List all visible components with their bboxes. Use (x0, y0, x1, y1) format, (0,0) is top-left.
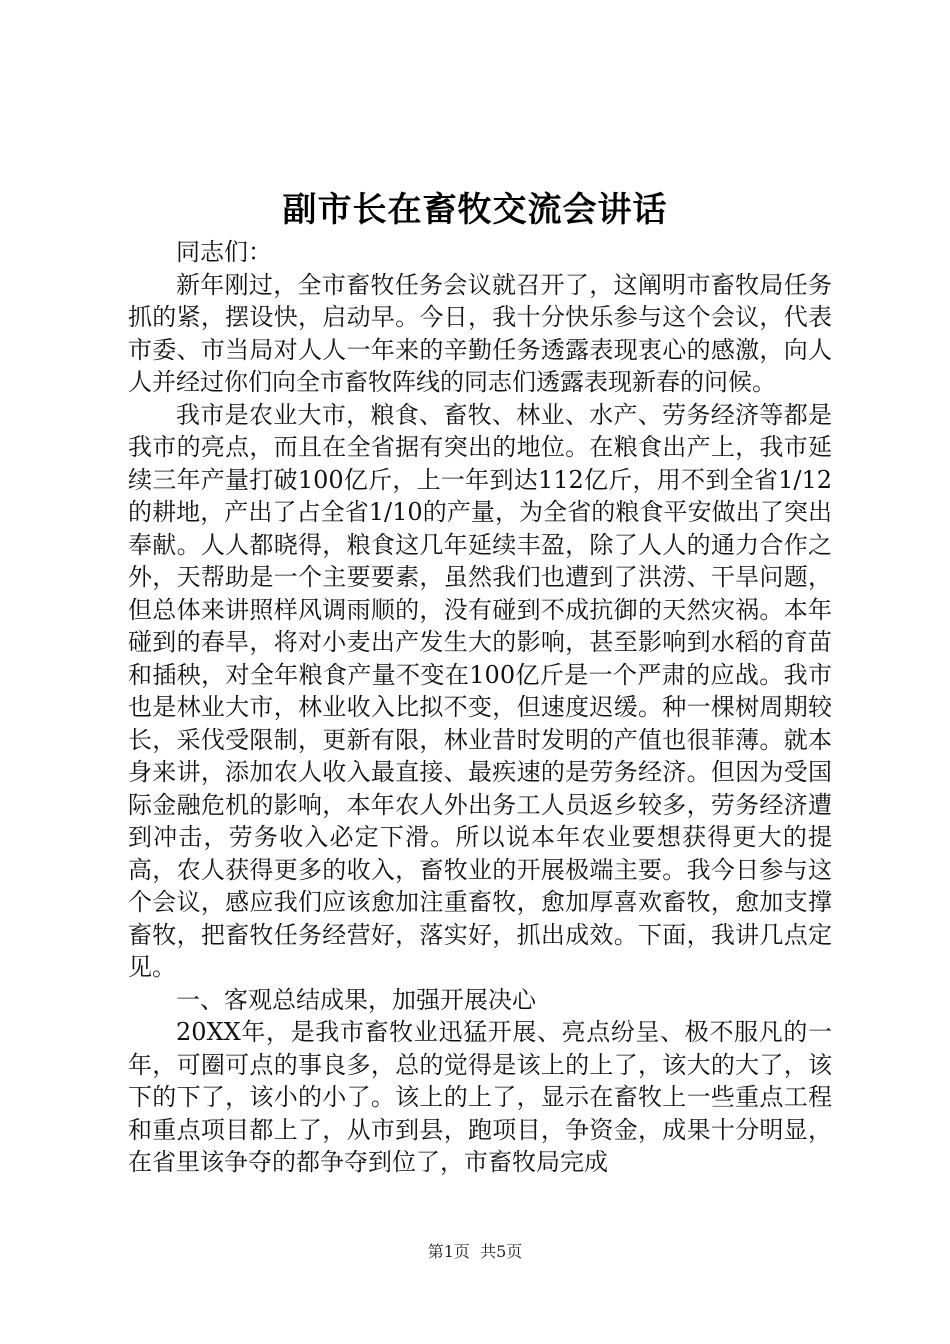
body-paragraph: 新年刚过，全市畜牧任务会议就召开了，这阐明市畜牧局任务抓的紧，摆设快，启动早。今日，我十分快乐参与这个会议，代表市委、市当局对人人一年来的辛勤任务透露表现衷心的感激，向人人并经过你们向全市畜牧阵线的同志们透露表现新春的问候。 (128, 270, 832, 396)
salutation-paragraph: 同志们： (176, 238, 272, 266)
page-number: 第1页 (427, 1242, 470, 1261)
page-footer (0, 1242, 950, 1262)
section-heading: 一、客观总结成果，加强开展决心 (176, 985, 536, 1014)
document-title: 副市长在畜牧交流会讲话 (282, 190, 668, 230)
footer-spacer (470, 1242, 480, 1261)
body-paragraph: 我市是农业大市，粮食、畜牧、林业、水产、劳务经济等都是我市的亮点，而且在全省据有突出的地位。在粮食出产上，我市延续三年产量打破100亿斤，上一年到达112亿斤，用不到全省1/12的耕地，产出了占全省1/10的产量，为全省的粮食平安做出了突出奉献。人人都晓得，粮食这几年延续丰盈，除了人人的通力合作之外，天帮助是一个主要要素，虽然我们也遭到了洪涝、干旱问题，但总体来讲照样风调雨顺的，没有碰到不成抗御的天然灾祸。本年碰到的春旱，将对小麦出产发生大的影响，甚至影响到水稻的育苗和插秧，对全年粮食产量不变在100亿斤是一个严肃的应战。我市也是林业大市，林业收入比拟不变，但速度迟缓。种一棵树周期较长，采伐受限制，更新有限，林业昔时发明的产值也很菲薄。就本身来讲，添加农人收入最直接、最疾速的是劳务经济。但因为受国际金融危机的影响，本年农人外出务工人员返乡较多，劳务经济遭到冲击，劳务收入必定下滑。所以说本年农业要想获得更大的提高，农人获得更多的收入，畜牧业的开展极端主要。我今日参与这个会议，感应我们应该愈加注重畜牧，愈加厚喜欢畜牧，愈加支撑畜牧，把畜牧任务经营好，落实好，抓出成效。下面，我讲几点定见。 (128, 400, 832, 981)
page-total: 共5页 (480, 1242, 523, 1261)
document-body (128, 236, 832, 1179)
body-paragraph: 20XX年，是我市畜牧业迅猛开展、亮点纷呈、极不服凡的一年，可圈可点的事良多，总的觉得是该上的上了，该大的大了，该下的下了，该小的小了。该上的上了，显示在畜牧上一些重点工程和重点项目都上了，从市到县，跑项目，争资金，成果十分明显，在省里该争夺的都争夺到位了，市畜牧局完成 (128, 1018, 832, 1176)
